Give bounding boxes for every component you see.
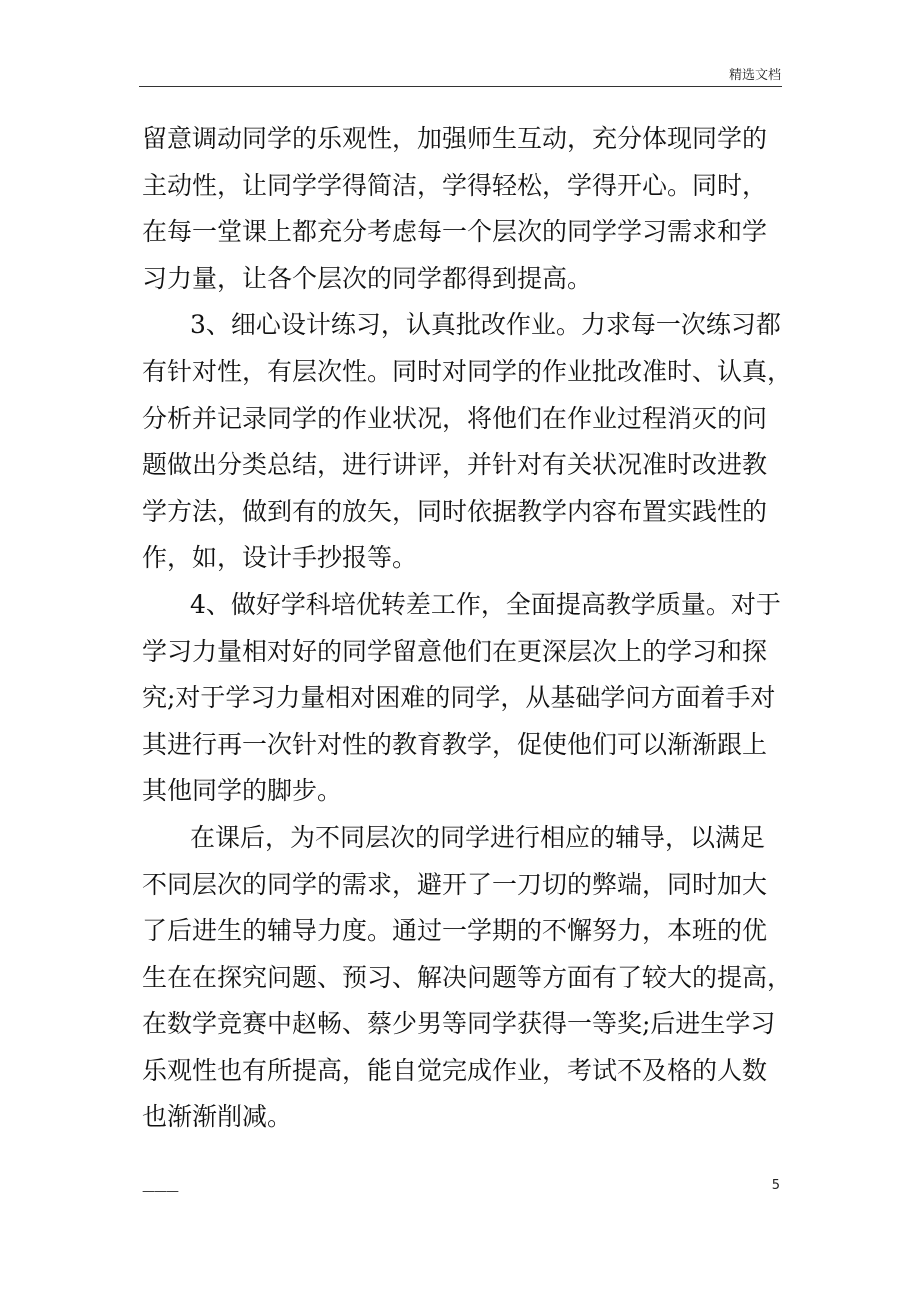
body-line: 主动性，让同学学得简洁，学得轻松，学得开心。同时， [142,170,768,200]
document-body [142,116,793,1141]
body-line: 有针对性，有层次性。同时对同学的作业批改准时、认真， [142,356,793,386]
footer-mark: ——— [142,1184,178,1199]
body-line: 分析并记录同学的作业状况，将他们在作业过程消灭的问 [142,403,768,433]
body-line: 习力量，让各个层次的同学都得到提高。 [142,263,593,293]
paragraph-start-line: 4、做好学科培优转差工作，全面提高教学质量。对于 [190,589,781,619]
body-line: 作，如，设计手抄报等。 [142,543,418,573]
body-line: 学习力量相对好的同学留意他们在更深层次上的学习和探 [142,636,768,666]
body-line: 其进行再一次针对性的教育教学，促使他们可以渐渐跟上 [142,729,768,759]
page-number: 5 [771,1178,780,1193]
body-line: 也渐渐削减。 [142,1102,293,1132]
body-line: 在每一堂课上都充分考虑每一个层次的同学学习需求和学 [142,217,768,247]
paragraph-start-line: 3、细心设计练习，认真批改作业。力求每一次练习都 [190,310,781,340]
body-line: 留意调动同学的乐观性，加强师生互动，充分体现同学的 [142,124,768,153]
body-line: 在数学竞赛中赵畅、蔡少男等同学获得一等奖;后进生学习 [142,1009,776,1039]
paragraph-start-line: 在课后，为不同层次的同学进行相应的辅导，以满足 [190,822,766,852]
body-line: 题做出分类总结，进行讲评，并针对有关状况准时改进教 [142,450,768,480]
body-line: 乐观性也有所提高，能自觉完成作业，考试不及格的人数 [142,1055,768,1085]
header-rule [139,86,782,87]
body-line: 学方法，做到有的放矢，同时依据教学内容布置实践性的 [142,496,768,526]
body-line: 生在在探究问题、预习、解决问题等方面有了较大的提高， [142,962,793,992]
body-line: 其他同学的脚步。 [142,776,343,806]
body-line: 究;对于学习力量相对困难的同学，从基础学问方面着手对 [142,683,776,713]
body-line: 不同层次的同学的需求，避开了一刀切的弊端，同时加大 [142,869,768,899]
body-line: 了后进生的辅导力度。通过一学期的不懈努力，本班的优 [142,916,768,946]
header-label: 精选文档 [728,68,781,83]
